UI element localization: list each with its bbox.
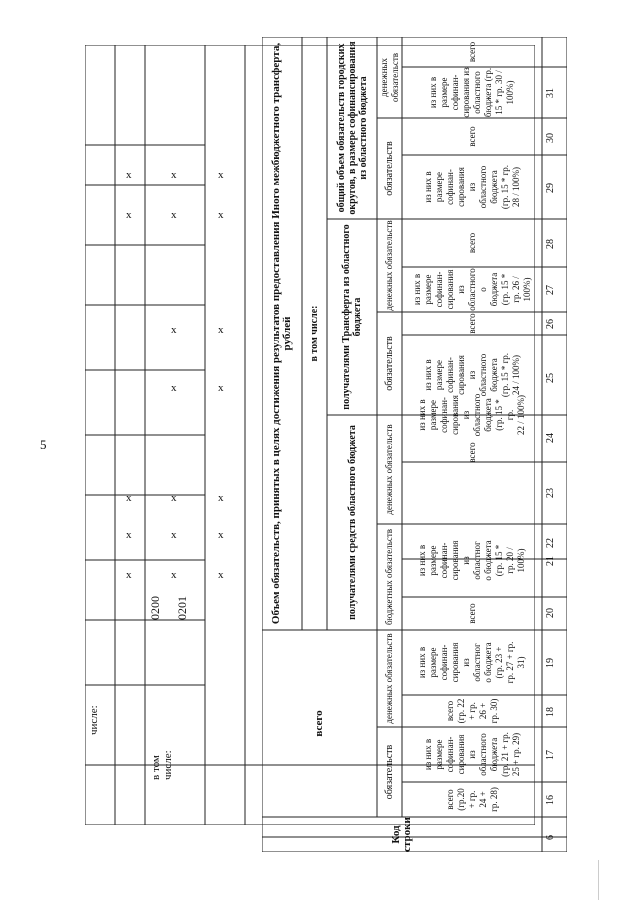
obligations-h24: обязательств: [384, 336, 395, 391]
column-number: 28: [545, 239, 556, 249]
col-26: всего: [466, 232, 477, 254]
obligations-h28: обязательств: [384, 141, 395, 196]
column-number: 17: [545, 750, 556, 760]
col-29: из них в размере софинан- сирования из областного бюджета (гр. 15 * гр. 28 / 100%): [422, 164, 521, 210]
x-mark: х: [218, 382, 224, 394]
x-mark: х: [218, 169, 224, 181]
column-number: 24: [545, 433, 556, 443]
x-mark: х: [171, 569, 177, 581]
col-31: из них в размере софинан- сирования из областного бюджета (гр. 15 * гр. 30 / 100%): [428, 67, 515, 118]
monetary-h30: денежных обязательств: [378, 53, 400, 103]
col-27: из них в размере софинан- сирования из областного о бюджета (гр. 15 * гр. 26 / 100%): [411, 268, 532, 311]
col-30: всего: [466, 41, 477, 63]
x-mark: х: [126, 529, 132, 541]
col-22: всего: [466, 442, 477, 463]
code-column-header: Код строки: [390, 817, 413, 852]
col-16: всего (гр.20 + гр. 24 + гр. 28): [444, 787, 499, 812]
col-28: всего: [466, 126, 477, 147]
monetary-h18: денежных обязательств: [384, 633, 394, 724]
x-mark: х: [218, 529, 224, 541]
column-number: 19: [545, 658, 556, 668]
city-obligations: общий объем обязательств городских округов, в размере софинансирования из областного бюджета: [335, 41, 369, 215]
column-number: 6: [545, 835, 556, 840]
x-mark: х: [171, 209, 177, 221]
x-mark: х: [171, 169, 177, 181]
column-number: 25: [545, 373, 556, 383]
column-number: 16: [545, 795, 556, 805]
transfer-recipients: получателями Трансферта из областного бюджета: [341, 224, 363, 410]
column-number: 23: [545, 488, 556, 498]
col-18: всего (гр. 22 + гр. 26 + гр. 30): [444, 698, 499, 724]
x-mark: х: [126, 209, 132, 221]
budget-h20: бюджетных обязательств: [384, 528, 394, 626]
col-24: всего: [466, 313, 477, 334]
x-mark: х: [126, 492, 132, 504]
x-mark: х: [171, 324, 177, 336]
x-mark: х: [218, 324, 224, 336]
x-mark: х: [171, 529, 177, 541]
column-number: 20: [545, 608, 556, 618]
page-number: 5: [40, 437, 47, 452]
total-header: всего: [313, 710, 325, 737]
x-mark: х: [171, 492, 177, 504]
monetary-h22: денежных обязательств: [384, 424, 394, 515]
column-number: 29: [545, 183, 556, 193]
volume-header: Объем обязательств, принятых в целях достижения результатов предоставления Иного межбюджетного трансферта, рублей: [270, 42, 293, 625]
top-row-label-3: в том числе:: [150, 750, 174, 780]
x-mark: х: [218, 492, 224, 504]
column-number: 31: [545, 88, 556, 98]
code-0200: 0200: [148, 596, 162, 620]
col-17: из них в размере софинан- сирования из областного бюджета (гр. 21 + гр. 25 + гр. 29): [422, 732, 521, 777]
col-19: из них в размере софинан- сирования из областног о бюджета (гр. 23 + гр. 27 + гр. 31): [417, 641, 526, 684]
regional-recipients: получателями средств областного бюджета: [346, 425, 358, 620]
code-0201: 0201: [175, 596, 189, 620]
x-mark: х: [126, 169, 132, 181]
x-mark: х: [218, 209, 224, 221]
scan-artifact: [598, 860, 599, 900]
column-number: 27: [545, 285, 556, 295]
x-mark: х: [218, 569, 224, 581]
column-number: 22: [545, 538, 556, 548]
col-20: всего: [466, 603, 477, 624]
column-number: 18: [545, 707, 556, 717]
top-row-label-1: числе:: [88, 705, 100, 735]
in-that-number: в том числе:: [309, 305, 320, 362]
column-number: 21: [545, 556, 556, 566]
x-mark: х: [171, 382, 177, 394]
x-mark: х: [126, 569, 132, 581]
monetary-h26: денежных обязательств: [384, 220, 394, 311]
column-number: 26: [545, 319, 556, 329]
col-21: из них в размере софинан- сирования из областног о бюджета (гр. 15 * гр. 20 / 100%): [417, 540, 526, 581]
obligations-h16: обязательств: [384, 744, 395, 800]
column-number: 30: [545, 133, 556, 143]
col-25: из них в размере софинан- сирования из областного бюджета (гр. 15 * гр. 24 / 100%): [422, 352, 521, 398]
